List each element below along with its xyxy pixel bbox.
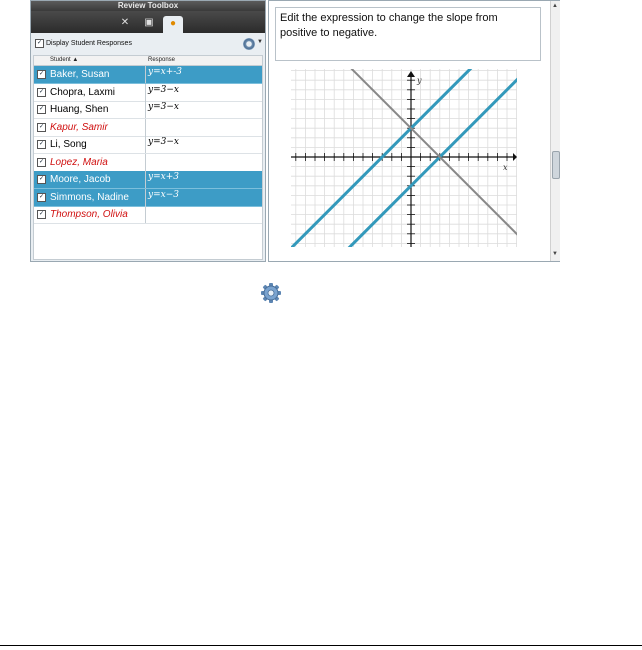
response-column-header[interactable]: Response bbox=[148, 57, 176, 63]
chevron-down-icon[interactable]: ▼ bbox=[257, 39, 263, 45]
student-response: y=3−x bbox=[148, 84, 179, 95]
student-name: Thompson, Olivia bbox=[50, 206, 146, 223]
student-response: y=x−3 bbox=[148, 189, 179, 200]
response-preview-panel bbox=[268, 0, 560, 262]
student-response: y=3−x bbox=[148, 102, 179, 112]
student-name: Baker, Susan bbox=[50, 66, 146, 83]
page-divider bbox=[0, 645, 642, 646]
student-response: y=x+-3 bbox=[148, 67, 183, 77]
y-axis-label: y bbox=[417, 76, 422, 85]
row-checkbox[interactable]: ✓ bbox=[38, 141, 45, 147]
student-response: y=3−x bbox=[148, 137, 179, 147]
student-name: Simmons, Nadine bbox=[50, 189, 146, 206]
review-toolbox-panel bbox=[30, 0, 266, 262]
row-checkbox[interactable]: ✓ bbox=[38, 211, 45, 217]
pages-icon[interactable]: ▣ bbox=[144, 17, 154, 28]
student-name: Chopra, Laxmi bbox=[50, 84, 146, 101]
x-axis-label: x bbox=[503, 163, 508, 172]
gear-icon[interactable] bbox=[260, 282, 282, 304]
row-checkbox[interactable]: ✓ bbox=[38, 106, 45, 112]
tools-icon[interactable]: ✕ bbox=[120, 17, 130, 28]
scrollbar-thumb[interactable] bbox=[552, 151, 560, 179]
toolbox-tabs bbox=[31, 11, 265, 33]
student-response-table bbox=[33, 55, 263, 260]
display-responses-checkbox[interactable]: ✓ bbox=[36, 39, 43, 46]
row-checkbox[interactable]: ✓ bbox=[38, 123, 45, 130]
responses-icon[interactable]: ● bbox=[163, 16, 183, 33]
student-name: Lopez, Maria bbox=[50, 154, 146, 171]
scroll-up-icon[interactable]: ▲ bbox=[552, 3, 558, 9]
student-name: Huang, Shen bbox=[50, 101, 146, 118]
student-response: y=x+3 bbox=[148, 172, 179, 182]
scroll-down-icon[interactable]: ▼ bbox=[552, 251, 558, 257]
display-responses-row[interactable] bbox=[35, 37, 263, 51]
student-name: Li, Song bbox=[50, 136, 146, 153]
table-row[interactable] bbox=[34, 206, 262, 224]
table-row[interactable] bbox=[34, 136, 262, 154]
toolbox-title: Review Toolbox bbox=[31, 1, 265, 11]
table-row[interactable] bbox=[34, 101, 262, 119]
student-name: Kapur, Samir bbox=[50, 119, 146, 136]
vertical-scrollbar[interactable] bbox=[550, 1, 560, 261]
row-checkbox[interactable]: ✓ bbox=[38, 176, 45, 182]
options-gear-icon[interactable] bbox=[243, 38, 255, 50]
display-responses-label: Display Student Responses bbox=[45, 40, 132, 47]
student-column-header[interactable]: Student ▲ bbox=[50, 57, 79, 63]
question-text: Edit the expression to change the slope from positive to negative. bbox=[275, 7, 541, 61]
graph bbox=[291, 69, 517, 247]
row-checkbox[interactable]: ✓ bbox=[38, 88, 45, 95]
student-name: Moore, Jacob bbox=[50, 171, 146, 188]
table-row[interactable] bbox=[34, 189, 262, 207]
row-checkbox[interactable]: ✓ bbox=[38, 158, 45, 165]
row-checkbox[interactable]: ✓ bbox=[38, 193, 45, 200]
row-checkbox[interactable]: ✓ bbox=[38, 71, 45, 77]
